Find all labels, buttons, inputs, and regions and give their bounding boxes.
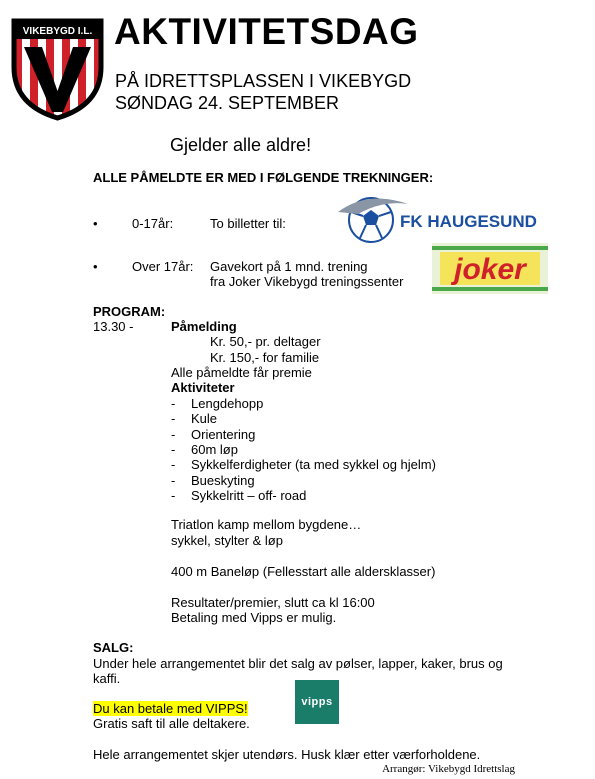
bullet: •: [93, 216, 98, 231]
draw-age-group: Over 17år:: [132, 259, 194, 274]
joker-logo: [432, 243, 548, 294]
draw-prize: To billetter til:: [210, 216, 286, 231]
track-race-text: 400 m Baneløp (Fellesstart alle aldersklasser): [171, 564, 436, 579]
sales-text: Under hele arrangementet blir det salg av pølser, lapper, kaker, brus og: [93, 656, 503, 671]
program-heading: PROGRAM:: [93, 304, 166, 319]
price-participant: Kr. 50,- pr. deltager: [210, 334, 321, 349]
registration-heading: Påmelding: [171, 319, 237, 334]
results-text: Resultater/premier, slutt ca kl 16:00: [171, 595, 375, 610]
draws-heading: ALLE PÅMELDTE ER MED I FØLGENDE TREKNINGER:: [93, 170, 434, 185]
activity-item: 60m løp: [191, 441, 238, 457]
fk-haugesund-text: FK HAUGESUND: [400, 212, 537, 231]
list-dash: -: [171, 441, 176, 457]
fk-haugesund-logo: [338, 192, 537, 244]
vipps-logo: [295, 680, 339, 724]
list-dash: -: [171, 457, 176, 473]
vikebygd-club-logo: [10, 17, 105, 120]
vipps-highlight-note: Du kan betale med VIPPS!: [93, 701, 248, 716]
triathlon-text: sykkel, stylter & løp: [171, 533, 283, 548]
price-family: Kr. 150,- for familie: [210, 350, 320, 365]
sales-heading: SALG:: [93, 640, 134, 655]
sales-text: kaffi.: [93, 671, 121, 686]
list-dash: -: [171, 426, 176, 442]
activity-item: Bueskyting: [191, 472, 255, 488]
activity-item: Sykkelritt – off- road: [191, 487, 307, 503]
draw-prize-line: Gavekort på 1 mnd. trening: [210, 259, 368, 274]
activity-item: Orientering: [191, 426, 256, 442]
vipps-logo-text: vipps: [301, 696, 333, 708]
list-dash: -: [171, 411, 176, 427]
draw-prize-line: fra Joker Vikebygd treningssenter: [210, 274, 404, 289]
triathlon-text: Triatlon kamp mellom bygdene…: [171, 517, 362, 532]
activity-item: Lengdehopp: [191, 396, 264, 411]
juice-note: Gratis saft til alle deltakere.: [93, 716, 250, 731]
outdoor-note: Hele arrangementet skjer utendørs. Husk klær etter værforholdene.: [93, 747, 481, 762]
draw-age-group: 0-17år:: [132, 216, 174, 231]
intro-text: Gjelder alle aldre!: [170, 135, 312, 155]
event-date: SØNDAG 24. SEPTEMBER: [115, 93, 340, 113]
event-location: PÅ IDRETTSPLASSEN I VIKEBYGD: [115, 71, 412, 91]
payment-text: Betaling med Vipps er mulig.: [171, 610, 337, 625]
logo-text: VIKEBYGD I.L.: [22, 26, 93, 37]
organizer-credit: Arrangør: Vikebygd Idrettslag: [382, 763, 515, 775]
activity-item: Kule: [191, 411, 218, 427]
list-dash: -: [171, 472, 176, 488]
page-title: AKTIVITETSDAG: [114, 11, 419, 52]
program-time: 13.30 -: [93, 319, 134, 334]
list-dash: -: [171, 487, 176, 503]
bullet: •: [93, 259, 98, 274]
activities-heading: Aktiviteter: [171, 380, 235, 395]
joker-text: joker: [454, 253, 526, 286]
list-dash: -: [171, 396, 176, 411]
prize-note: Alle påmeldte får premie: [171, 365, 312, 380]
fk-haugesund-ball-icon: [338, 192, 537, 244]
activity-item: Sykkelferdigheter (ta med sykkel og hjelm): [191, 457, 436, 473]
